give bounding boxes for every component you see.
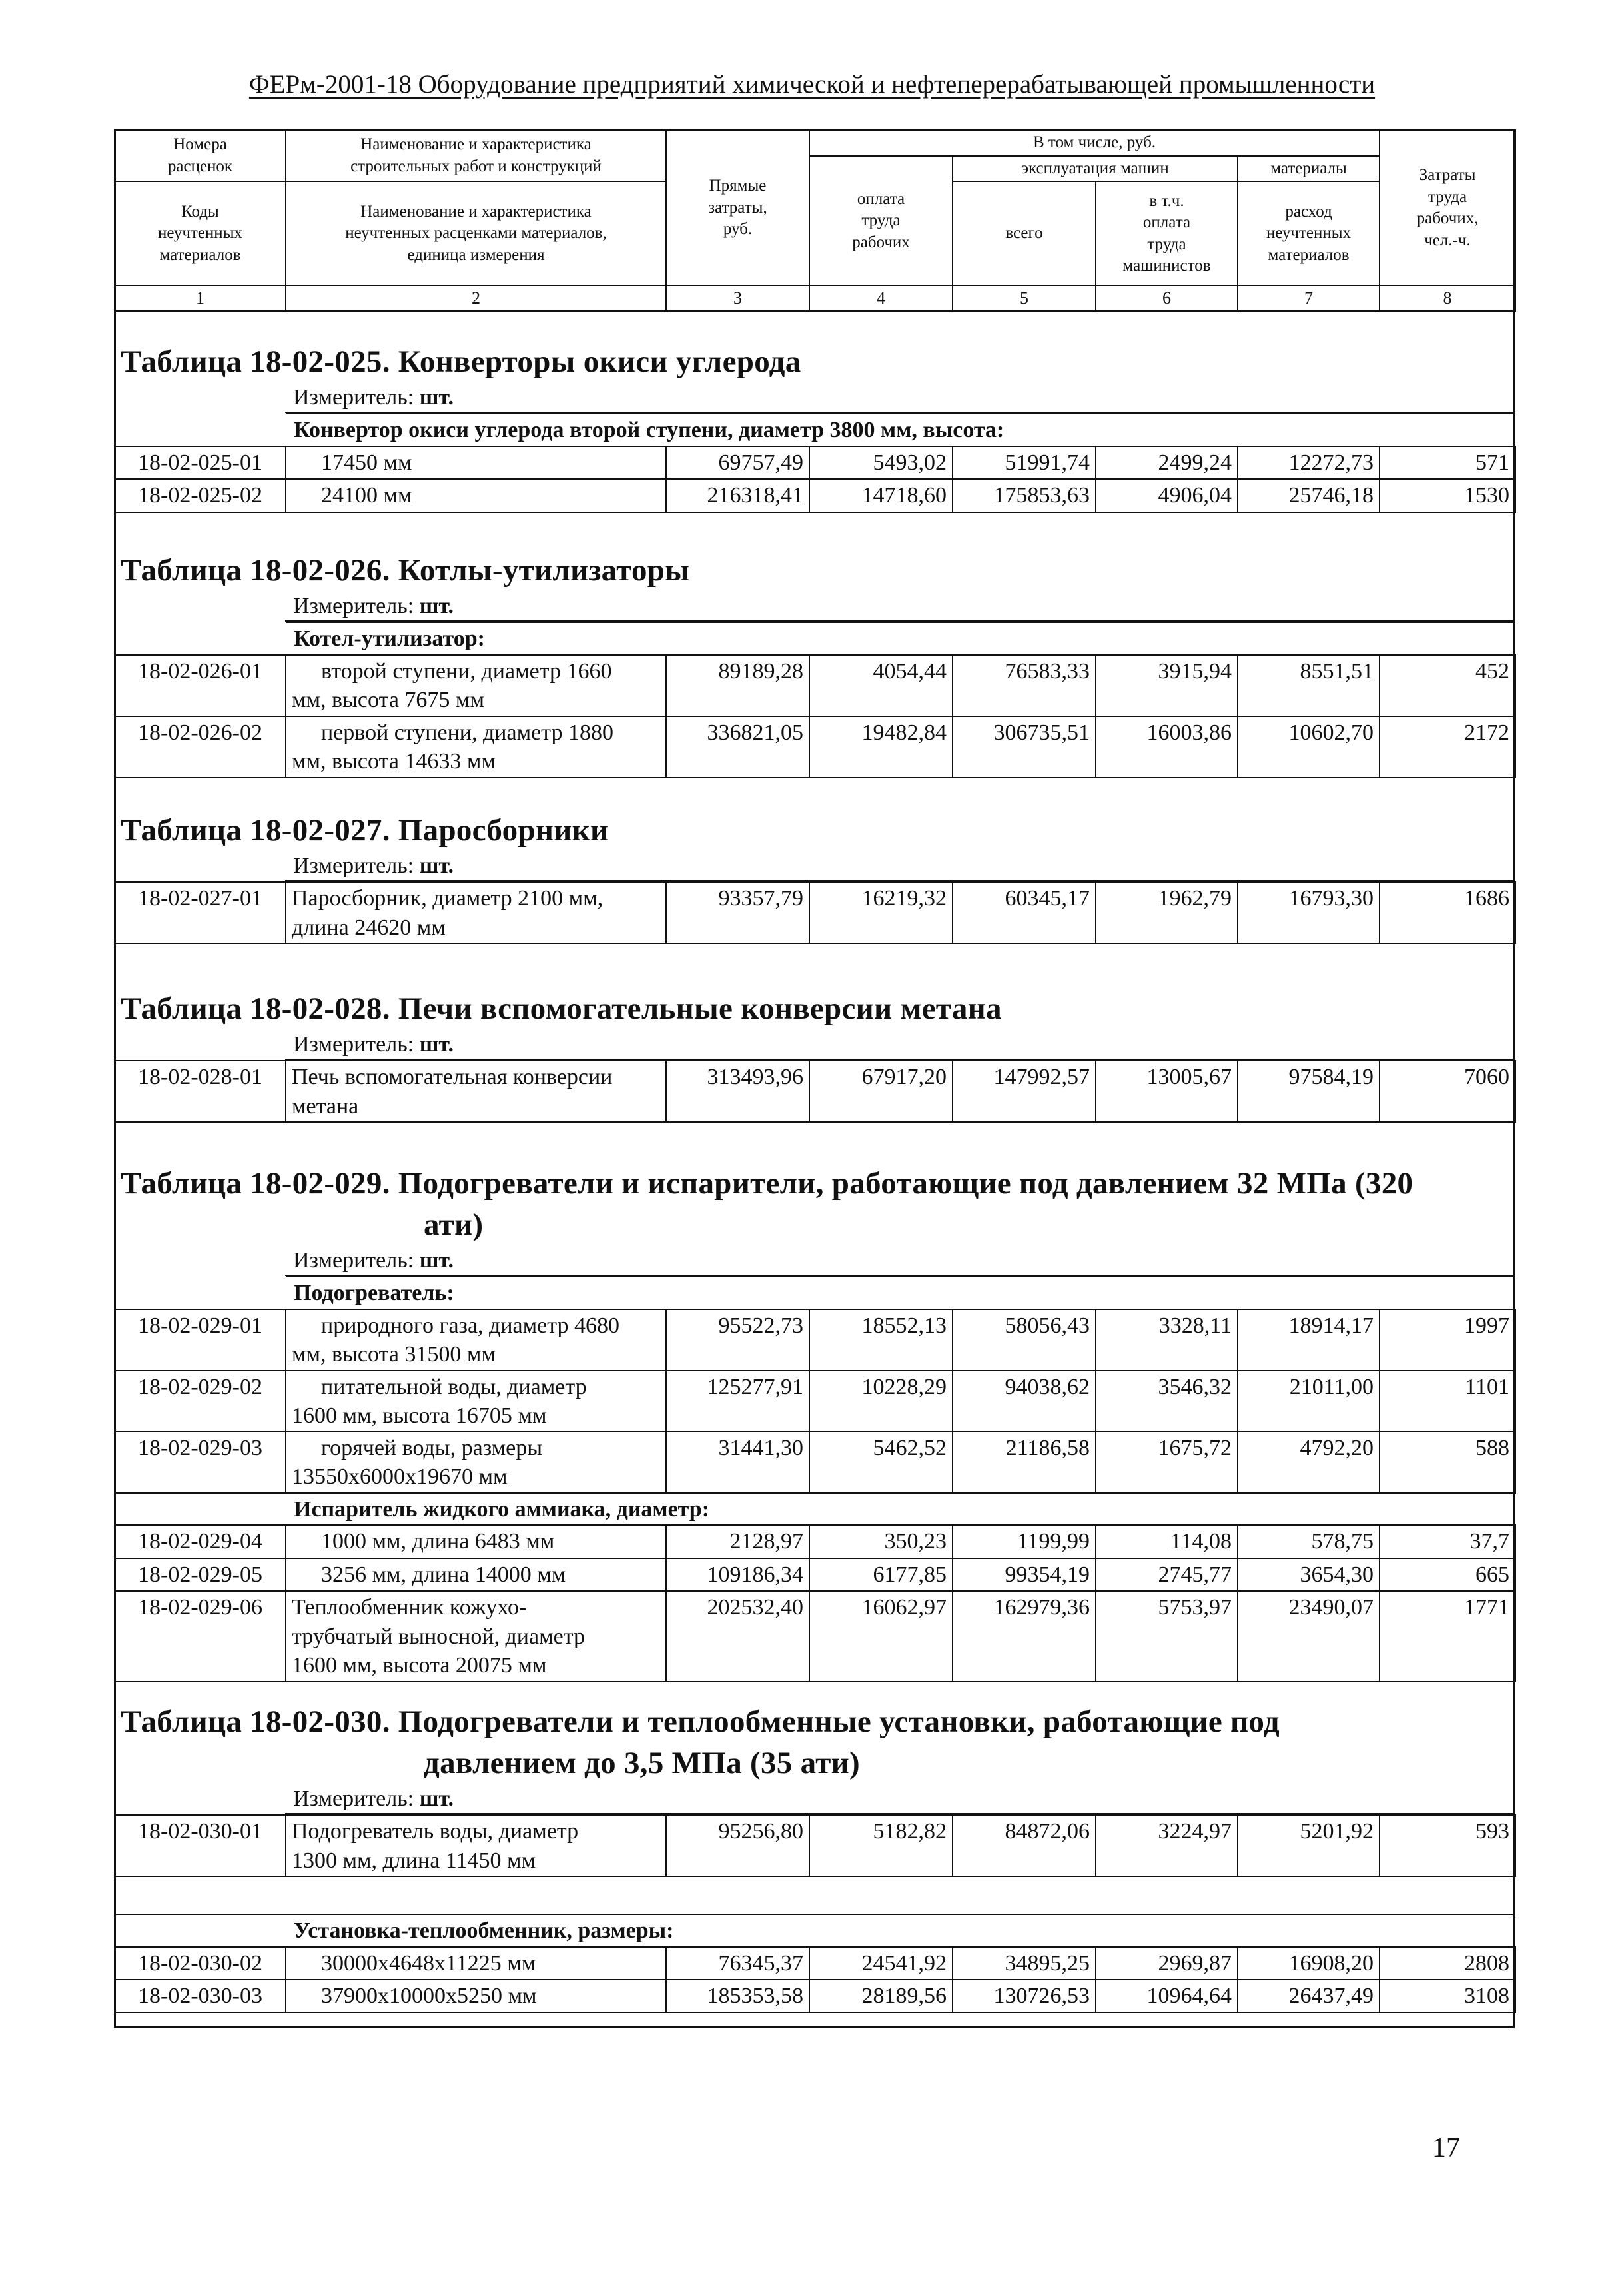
- rate-row: [115, 1591, 1515, 1682]
- cell-direct: 336821,05: [666, 716, 809, 778]
- rate-table-section: [114, 1163, 1515, 1682]
- cell-direct: 76345,37: [666, 1947, 809, 1980]
- spacer-row: [115, 1876, 1515, 1914]
- cell-labor: 5462,52: [809, 1432, 953, 1493]
- cell-materials: 5201,92: [1238, 1815, 1380, 1876]
- cell-hours: 1997: [1380, 1309, 1515, 1371]
- header-labor-hours: Затраты труда рабочих, чел.-ч.: [1380, 130, 1515, 286]
- cell-direct: 95256,80: [666, 1815, 809, 1876]
- cell-labor: 14718,60: [809, 479, 953, 512]
- cell-hours: 1101: [1380, 1371, 1515, 1432]
- cell-direct: 89189,28: [666, 655, 809, 716]
- cell-direct: 313493,96: [666, 1061, 809, 1122]
- table-title: Таблица 18-02-026. Котлы-утилизаторы: [121, 553, 690, 588]
- cell-labor: 19482,84: [809, 716, 953, 778]
- cell-machines: 76583,33: [953, 655, 1096, 716]
- rates-table: [114, 413, 1516, 513]
- rate-code: 18-02-029-06: [115, 1591, 286, 1682]
- cell-labor: 67917,20: [809, 1061, 953, 1122]
- rate-description: второй ступени, диаметр 1660 мм, высота 7675 мм: [286, 655, 666, 716]
- cell-labor: 24541,92: [809, 1947, 953, 1980]
- group-heading: Конвертор окиси углерода второй ступени, диаметр 3800 мм, высота:: [286, 414, 1515, 446]
- cell-materials: 23490,07: [1238, 1591, 1380, 1682]
- cell-materials: 18914,17: [1238, 1309, 1380, 1371]
- cell-direct: 2128,97: [666, 1525, 809, 1558]
- cell-machines: 84872,06: [953, 1815, 1096, 1876]
- unit-of-measure: Измеритель: шт.: [285, 382, 1515, 413]
- cell-operators: 3224,97: [1096, 1815, 1238, 1876]
- header-material-codes: Коды неучтенных материалов: [115, 181, 286, 286]
- cell-labor: 18552,13: [809, 1309, 953, 1371]
- rate-code: 18-02-030-01: [115, 1815, 286, 1876]
- rate-description: питательной воды, диаметр 1600 мм, высота 16705 мм: [286, 1371, 666, 1432]
- cell-hours: 571: [1380, 446, 1515, 480]
- page-number: 17: [1432, 2133, 1460, 2163]
- cell-materials: 25746,18: [1238, 479, 1380, 512]
- rate-code: 18-02-027-01: [115, 882, 286, 943]
- cell-operators: 13005,67: [1096, 1061, 1238, 1122]
- rates-table: [114, 622, 1516, 778]
- cell-labor: 4054,44: [809, 655, 953, 716]
- cell-machines: 60345,17: [953, 882, 1096, 943]
- group-heading-row: [115, 414, 1515, 446]
- cell-machines: 21186,58: [953, 1432, 1096, 1493]
- cell-materials: 21011,00: [1238, 1371, 1380, 1432]
- cell-labor: 5182,82: [809, 1815, 953, 1876]
- rate-description: 1000 мм, длина 6483 мм: [286, 1525, 666, 1558]
- cell-operators: 2499,24: [1096, 446, 1238, 480]
- cell-operators: 10964,64: [1096, 1980, 1238, 2013]
- cell-labor: 28189,56: [809, 1980, 953, 2013]
- cell-direct: 125277,91: [666, 1371, 809, 1432]
- unit-of-measure: Измеритель: шт.: [285, 1784, 1515, 1814]
- unit-of-measure: Измеритель: шт.: [285, 591, 1515, 622]
- cell-operators: 3915,94: [1096, 655, 1238, 716]
- group-heading: Установка-теплообменник, размеры:: [286, 1914, 1515, 1947]
- cell-materials: 3654,30: [1238, 1558, 1380, 1592]
- cell-direct: 95522,73: [666, 1309, 809, 1371]
- header-machines-total: всего: [953, 181, 1096, 286]
- cell-materials: 16793,30: [1238, 882, 1380, 943]
- rate-row: [115, 479, 1515, 512]
- header-material-consumption: расход неучтенных материалов: [1238, 181, 1380, 286]
- cell-direct: 31441,30: [666, 1432, 809, 1493]
- rate-row: [115, 1371, 1515, 1432]
- unit-of-measure: Измеритель: шт.: [285, 851, 1515, 881]
- cell-machines: 58056,43: [953, 1309, 1096, 1371]
- cell-machines: 162979,36: [953, 1591, 1096, 1682]
- rate-code: 18-02-029-01: [115, 1309, 286, 1371]
- rate-row: [115, 1309, 1515, 1371]
- cell-hours: 7060: [1380, 1061, 1515, 1122]
- cell-hours: 665: [1380, 1558, 1515, 1592]
- cell-operators: 2745,77: [1096, 1558, 1238, 1592]
- cell-machines: 175853,63: [953, 479, 1096, 512]
- cell-operators: 3328,11: [1096, 1309, 1238, 1371]
- cell-direct: 109186,34: [666, 1558, 809, 1592]
- rate-code: 18-02-029-05: [115, 1558, 286, 1592]
- rate-description: 17450 мм: [286, 446, 666, 480]
- table-title: Таблица 18-02-027. Паросборники: [121, 813, 609, 848]
- rate-code: 18-02-030-03: [115, 1980, 286, 2013]
- group-heading: Испаритель жидкого аммиака, диаметр:: [286, 1493, 1515, 1526]
- rate-description: первой ступени, диаметр 1880 мм, высота 14633 мм: [286, 716, 666, 778]
- cell-materials: 10602,70: [1238, 716, 1380, 778]
- rate-table-section: [114, 550, 1515, 778]
- rate-row: [115, 446, 1515, 480]
- rate-row: [115, 716, 1515, 778]
- rate-description: 37900x10000x5250 мм: [286, 1980, 666, 2013]
- rates-table: [114, 1060, 1516, 1123]
- cell-hours: 37,7: [1380, 1525, 1515, 1558]
- cell-hours: 588: [1380, 1432, 1515, 1493]
- rates-table: [114, 1814, 1516, 2013]
- header-including: В том числе, руб.: [809, 130, 1380, 156]
- header-rate-number: Номера расценок: [115, 130, 286, 181]
- column-number-row: 1 2 3 4 5 6 7 8: [115, 286, 1515, 311]
- cell-hours: 452: [1380, 655, 1515, 716]
- rate-description: 24100 мм: [286, 479, 666, 512]
- cell-machines: 34895,25: [953, 1947, 1096, 1980]
- rate-code: 18-02-026-01: [115, 655, 286, 716]
- cell-hours: 1771: [1380, 1591, 1515, 1682]
- cell-hours: 2172: [1380, 716, 1515, 778]
- cell-hours: 593: [1380, 1815, 1515, 1876]
- table-title: Таблица 18-02-028. Печи вспомогательные конверсии метана: [121, 991, 1002, 1026]
- cell-operators: 3546,32: [1096, 1371, 1238, 1432]
- rate-description: 3256 мм, длина 14000 мм: [286, 1558, 666, 1592]
- cell-machines: 94038,62: [953, 1371, 1096, 1432]
- cell-labor: 16062,97: [809, 1591, 953, 1682]
- cell-hours: 1686: [1380, 882, 1515, 943]
- header-work-name: Наименование и характеристика строительных работ и конструкций: [286, 130, 666, 181]
- rate-row: [115, 1815, 1515, 1876]
- rate-description: горячей воды, размеры 13550x6000x19670 мм: [286, 1432, 666, 1493]
- rates-table: [114, 1276, 1516, 1682]
- cell-materials: 12272,73: [1238, 446, 1380, 480]
- rate-description: Печь вспомогательная конверсии метана: [286, 1061, 666, 1122]
- header-labor-pay: оплата труда рабочих: [809, 156, 953, 286]
- rate-row: [115, 1947, 1515, 1980]
- cell-machines: 99354,19: [953, 1558, 1096, 1592]
- rate-table-section: [114, 988, 1515, 1123]
- cell-materials: 4792,20: [1238, 1432, 1380, 1493]
- cell-operators: 4906,04: [1096, 479, 1238, 512]
- cell-hours: 3108: [1380, 1980, 1515, 2013]
- cell-labor: 5493,02: [809, 446, 953, 480]
- group-heading: Подогреватель:: [286, 1277, 1515, 1309]
- cell-operators: 16003,86: [1096, 716, 1238, 778]
- cell-operators: 114,08: [1096, 1525, 1238, 1558]
- cell-operators: 1675,72: [1096, 1432, 1238, 1493]
- rate-code: 18-02-029-03: [115, 1432, 286, 1493]
- cell-direct: 202532,40: [666, 1591, 809, 1682]
- rate-code: 18-02-029-04: [115, 1525, 286, 1558]
- rate-row: [115, 1558, 1515, 1592]
- cell-operators: 1962,79: [1096, 882, 1238, 943]
- rate-description: Паросборник, диаметр 2100 мм, длина 24620 мм: [286, 882, 666, 943]
- cell-materials: 578,75: [1238, 1525, 1380, 1558]
- document-title: ФЕРм-2001-18 Оборудование предприятий химической и нефтеперерабатывающей промышленности: [248, 70, 1376, 99]
- rate-description: Подогреватель воды, диаметр 1300 мм, длина 11450 мм: [286, 1815, 666, 1876]
- cell-direct: 185353,58: [666, 1980, 809, 2013]
- header-operator-pay: в т.ч. оплата труда машинистов: [1096, 181, 1238, 286]
- cell-operators: 2969,87: [1096, 1947, 1238, 1980]
- rate-table-section: [114, 341, 1515, 513]
- cell-machines: 130726,53: [953, 1980, 1096, 2013]
- rate-row: [115, 1432, 1515, 1493]
- group-heading-row: [115, 1277, 1515, 1309]
- rate-description: 30000x4648x11225 мм: [286, 1947, 666, 1980]
- rate-table-section: [114, 1701, 1515, 2013]
- rate-description: природного газа, диаметр 4680 мм, высота 31500 мм: [286, 1309, 666, 1371]
- cell-hours: 1530: [1380, 479, 1515, 512]
- cell-operators: 5753,97: [1096, 1591, 1238, 1682]
- cell-labor: 16219,32: [809, 882, 953, 943]
- rate-code: 18-02-025-01: [115, 446, 286, 480]
- cell-direct: 69757,49: [666, 446, 809, 480]
- rate-table-section: [114, 810, 1515, 944]
- rate-row: [115, 1525, 1515, 1558]
- unit-of-measure: Измеритель: шт.: [285, 1029, 1515, 1060]
- cell-labor: 6177,85: [809, 1558, 953, 1592]
- unit-of-measure: Измеритель: шт.: [285, 1245, 1515, 1276]
- rate-code: 18-02-026-02: [115, 716, 286, 778]
- rate-code: 18-02-028-01: [115, 1061, 286, 1122]
- table-title: Таблица 18-02-029. Подогреватели и испарители, работающие под давлением 32 МПа (320 ати): [121, 1166, 1414, 1242]
- rate-row: [115, 1061, 1515, 1122]
- rate-code: 18-02-029-02: [115, 1371, 286, 1432]
- cell-machines: 306735,51: [953, 716, 1096, 778]
- cell-materials: 97584,19: [1238, 1061, 1380, 1122]
- cell-machines: 51991,74: [953, 446, 1096, 480]
- cell-labor: 10228,29: [809, 1371, 953, 1432]
- rate-row: [115, 655, 1515, 716]
- group-heading-row: [115, 1493, 1515, 1526]
- group-heading: Котел-утилизатор:: [286, 622, 1515, 655]
- group-heading-row: [115, 622, 1515, 655]
- header-materials: материалы: [1238, 156, 1380, 182]
- cell-machines: 1199,99: [953, 1525, 1096, 1558]
- cell-hours: 2808: [1380, 1947, 1515, 1980]
- cell-labor: 350,23: [809, 1525, 953, 1558]
- cell-direct: 93357,79: [666, 882, 809, 943]
- rate-code: 18-02-030-02: [115, 1947, 286, 1980]
- cell-materials: 8551,51: [1238, 655, 1380, 716]
- header-direct-costs: Прямые затраты, руб.: [666, 130, 809, 286]
- header-machine-operation: эксплуатация машин: [953, 156, 1238, 182]
- table-title: Таблица 18-02-025. Конверторы окиси углерода: [121, 344, 801, 379]
- column-header: [114, 129, 1516, 312]
- rate-description: Теплообменник кожухо- трубчатый выносной, диаметр 1600 мм, высота 20075 мм: [286, 1591, 666, 1682]
- table-title: Таблица 18-02-030. Подогреватели и теплообменные установки, работающие под давлением до 3,5 МПа (35 ати): [121, 1704, 1280, 1780]
- cell-direct: 216318,41: [666, 479, 809, 512]
- cell-machines: 147992,57: [953, 1061, 1096, 1122]
- cell-materials: 16908,20: [1238, 1947, 1380, 1980]
- cell-materials: 26437,49: [1238, 1980, 1380, 2013]
- rate-row: [115, 1980, 1515, 2013]
- rate-row: [115, 882, 1515, 943]
- rates-table: [114, 881, 1516, 944]
- rate-code: 18-02-025-02: [115, 479, 286, 512]
- group-heading-row: [115, 1914, 1515, 1947]
- header-material-names: Наименование и характеристика неучтенных расценками материалов, единица измерения: [286, 181, 666, 286]
